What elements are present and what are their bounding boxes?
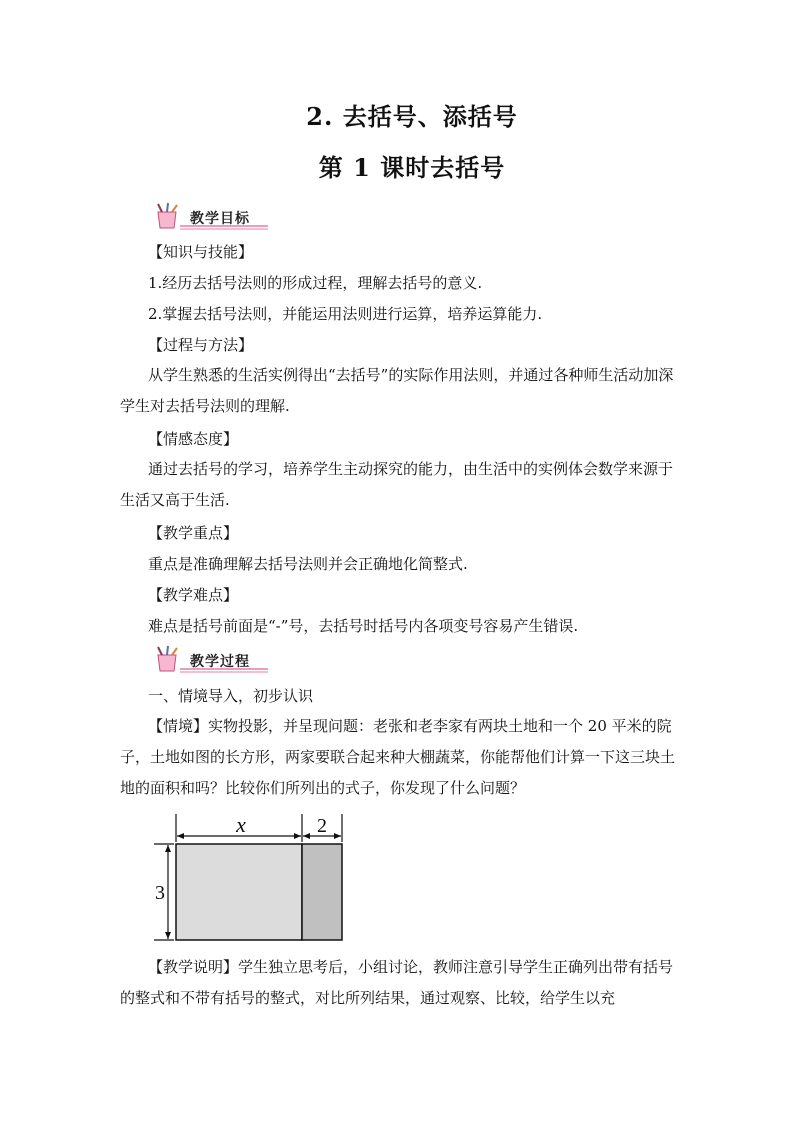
land-rect-x [176, 844, 302, 940]
land-diagram [148, 812, 358, 951]
key-heading: 【教学重点】 [148, 524, 239, 542]
method-heading: 【过程与方法】 [148, 336, 254, 354]
difficulty-text: 难点是括号前面是“-”号，去括号时括号内各项变号容易产生错误. [148, 617, 579, 635]
process-banner [150, 645, 270, 675]
banner-label: 教学目标 [190, 211, 250, 227]
label-2: 2 [317, 815, 327, 837]
land-rect-2 [302, 844, 342, 940]
label-x: x [236, 812, 246, 837]
lesson-title: 第 1 课时去括号 [318, 153, 506, 182]
section-title: 2. 去括号、添括号 [306, 102, 518, 131]
objectives-banner [150, 202, 270, 232]
label-3: 3 [155, 882, 165, 904]
knowledge-heading: 【知识与技能】 [148, 243, 254, 261]
note-text: 【教学说明】学生独立思考后，小组讨论，教师注意引导学生正确列出带有括号的整式和不带有括号的整式，对比所列结果，通过观察、比较，给学生以充 [120, 958, 674, 1007]
banner-label: 教学过程 [190, 654, 250, 670]
difficulty-heading: 【教学难点】 [148, 586, 239, 604]
attitude-text: 通过去括号的学习，培养学生主动探究的能力，由生活中的实例体会数学来源于生活又高于生活. [120, 460, 674, 509]
section-1-heading: 一、情境导入，初步认识 [148, 687, 314, 705]
knowledge-item-1: 1.经历去括号法则的形成过程，理解去括号的意义. [148, 274, 483, 292]
attitude-heading: 【情感态度】 [148, 430, 239, 448]
situation-text: 【情境】实物投影，并呈现问题：老张和老李家有两块土地和一个 20 平米的院子，土地如图的长方形，两家要联合起来种大棚蔬菜，你能帮他们计算一下这三块土地的面积和吗？比较你们所列出的式子，你发现了什么问题？ [120, 717, 676, 797]
knowledge-item-2: 2.掌握去括号法则，并能运用法则进行运算，培养运算能力. [148, 305, 543, 323]
method-text: 从学生熟悉的生活实例得出“去括号”的实际作用法则，并通过各种师生活动加深学生对去括号法则的理解. [120, 366, 674, 415]
key-text: 重点是准确理解去括号法则并会正确地化简整式. [148, 555, 468, 573]
